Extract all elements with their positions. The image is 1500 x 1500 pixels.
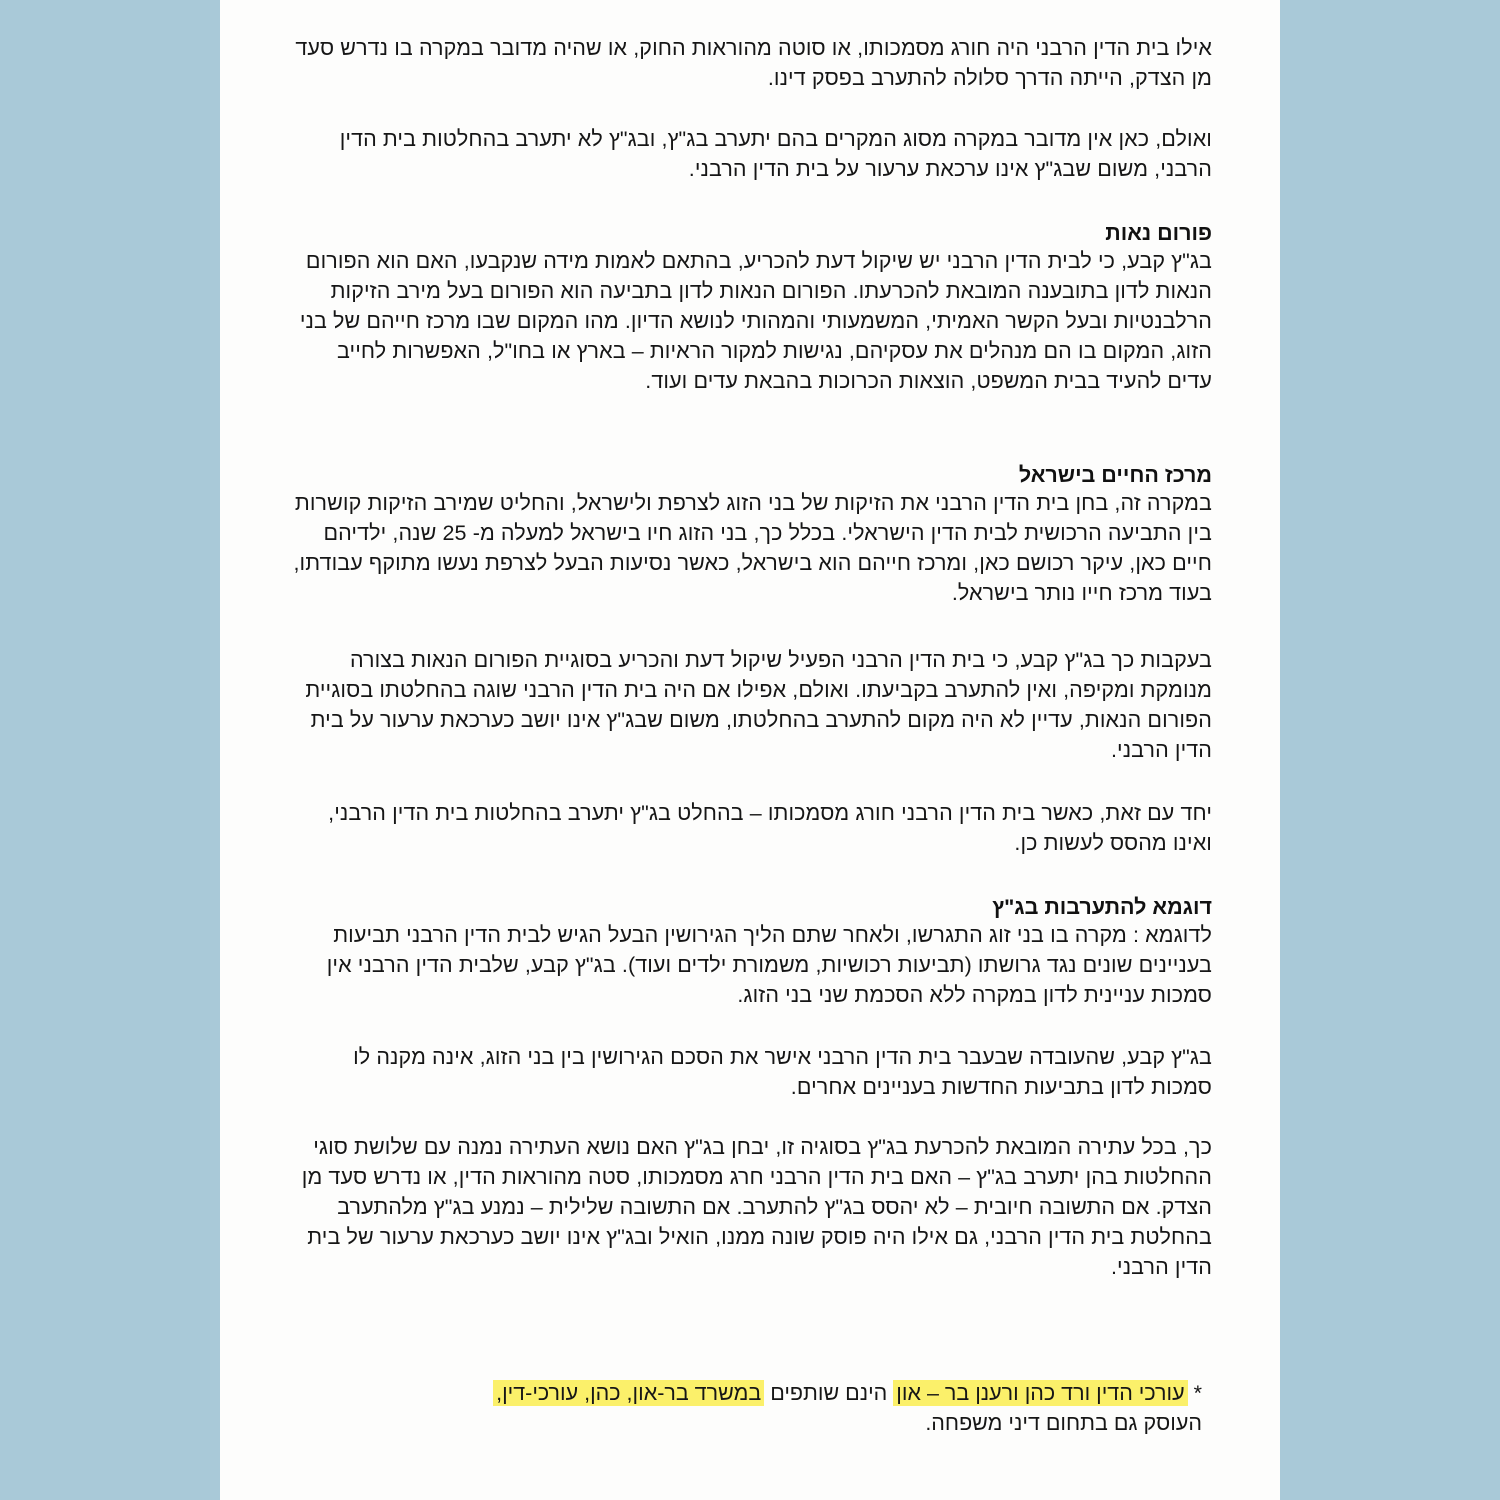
paragraph-center-of-life: במקרה זה, בחן בית הדין הרבני את הזיקות של בני הזוג לצרפת ולישראל, והחליט שמירב הזיקות קושרות בין התביעה הרכושית לבית הדין הישראלי. בכלל כך, בני הזוג חיו בישראל למעלה מ- 25 שנה, ילדיהם חיים כאן, עיקר רכושם כאן, ומרכז חייהם הוא בישראל, כאשר נסיעות הבעל לצרפת נעשו מתוקף עבודתו, בעוד מרכז חייו נותר בישראל. — [293, 491, 1212, 605]
footnote-authors-highlight: עורכי הדין ורד כהן ורענן בר – און — [893, 1380, 1187, 1406]
footnote — [302, 1378, 1202, 1438]
heading-center-of-life: מרכז החיים בישראל — [1018, 463, 1212, 487]
paragraph-intro: אילו בית הדין הרבני היה חורג מסמכותו, או סוטה מהוראות החוק, או שהיה מדובר במקרה בו נדרש סעד מן הצדק, הייתה הדרך סלולה להתערב בפסק דינו. — [295, 36, 1212, 90]
footnote-firm-highlight: במשרד בר-און, כהן, עורכי-דין, — [493, 1380, 764, 1406]
paragraph-forum: בג"ץ קבע, כי לבית הדין הרבני יש שיקול דעת להכריע, בהתאם לאמות מידה שנקבעו, האם הוא הפורום הנאות לדון בתובענה המובאת להכרעתו. הפורום הנאות לדון בתביעה הוא הפורום בעל מירב הזיקות הרלבנטיות ובעל הקשר האמיתי, המשמעותי והמהותי לנושא הדיון. מהו המקום שבו מרכז חייהם של בני הזוג, המקום בו הם מנהלים את עסקיהם, נגישות למקור הראיות – בארץ או בחו"ל, האפשרות לחייב עדים להעיד בבית המשפט, הוצאות הכרוכות בהבאת עדים ועוד. — [299, 249, 1212, 393]
heading-forum: פורום נאות — [1105, 221, 1212, 245]
footnote-tail: העוסק גם בתחום דיני משפחה. — [925, 1411, 1202, 1435]
paragraph-ruled: בג"ץ קבע, שהעובדה שבעבר בית הדין הרבני אישר את הסכם הגירושין בין בני הזוג, אינה מקנה לו סמכות לדון בתביעות החדשות בעניינים אחרים. — [353, 1045, 1212, 1099]
paragraph-summary: כך, בכל עתירה המובאת להכרעת בג"ץ בסוגיה זו, יבחן בג"ץ האם נושא העתירה נמנה עם שלושת סוגי ההחלטות בהן יתערב בג"ץ – האם בית הדין הרבני חרג מסמכותו, סטה מהוראות הדין, או נדרש סעד מן הצדק. אם התשובה חיובית – לא יהסס בג"ץ להתערב. אם התשובה שלילית – נמנע בג"ץ מלהתערב בהחלטת בית הדין הרבני, גם אילו היה פוסק שונה ממנו, הואיל ובג"ץ אינו יושב כערכאת ערעור של בית הדין הרבני. — [301, 1135, 1212, 1279]
paragraph-together: יחד עם זאת, כאשר בית הדין הרבני חורג מסמכותו – בהחלט בג"ץ יתערב בהחלטות בית הדין הרבני, ואינו מהסס לעשות כן. — [328, 801, 1212, 855]
paragraph-following: בעקבות כך בג"ץ קבע, כי בית הדין הרבני הפעיל שיקול דעת והכריע בסוגיית הפורום הנאות בצורה מנומקת ומקיפה, ואין להתערב בקביעתו. ואולם, אפילו אם היה בית הדין הרבני שוגה בהחלטתו בסוגיית הפורום הנאות, עדיין לא היה מקום להתערב בהחלטתו, משום שבג"ץ אינו יושב כערכאת ערעור על בית הדין הרבני. — [305, 648, 1212, 762]
paragraph-example: לדוגמא : מקרה בו בני זוג התגרשו, ולאחר שתם הליך הגירושין הבעל הגיש לבית הדין הרבני תביעות בעניינים שונים נגד גרושתו (תביעות רכושיות, משמורת ילדים ועוד). בג"ץ קבע, שלבית הדין הרבני אין סמכות עניינית לדון במקרה ללא הסכמת שני בני הזוג. — [326, 923, 1212, 1007]
heading-example: דוגמא להתערבות בג"ץ — [992, 895, 1212, 919]
footnote-marker: * — [1193, 1381, 1202, 1405]
paragraph-however: ואולם, כאן אין מדובר במקרה מסוג המקרים בהם יתערב בג"ץ, ובג"ץ לא יתערב בהחלטות בית הדין הרבני, משום שבג"ץ אינו ערכאת ערעור על בית הדין הרבני. — [339, 127, 1212, 181]
footnote-middle: הינם שותפים — [770, 1381, 888, 1405]
document-page — [220, 0, 1280, 1500]
